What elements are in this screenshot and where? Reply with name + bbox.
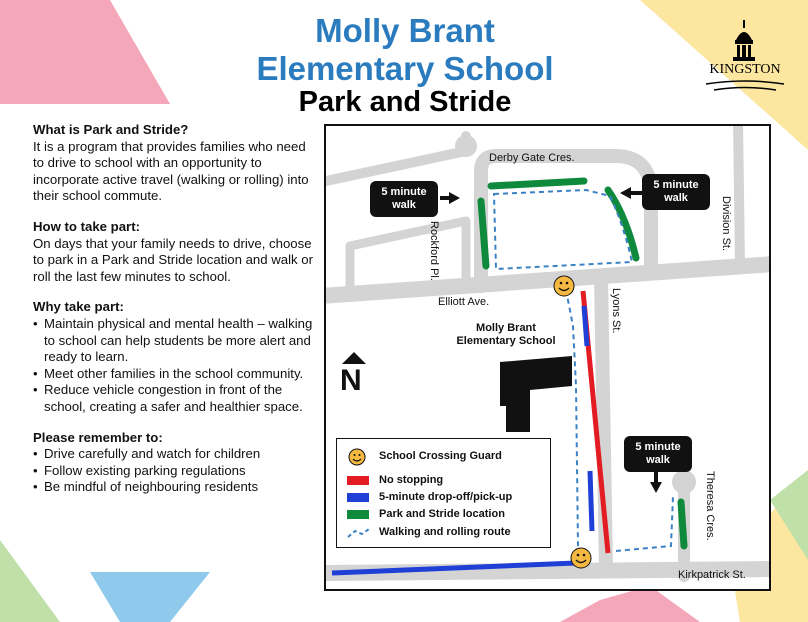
list-item: • Drive carefully and watch for children [33, 446, 318, 463]
blue-bar [347, 493, 369, 502]
callout-5-minute-walk: 5 minute walk [624, 436, 692, 472]
street-derby-gate: Derby Gate Cres. [489, 152, 575, 164]
callout-5-minute-walk: 5 minute walk [642, 174, 710, 210]
north-label: N [340, 364, 362, 397]
how-heading: How to take part: [33, 218, 140, 234]
legend-label: Walking and rolling route [379, 526, 511, 538]
street-rockford: Rockford Pl. [428, 221, 440, 281]
legend-label: Park and Stride location [379, 508, 505, 520]
what-text: It is a program that provides families who need to drive to school with an opportunity to incorporate active travel (walking or rolling) into their school commute. [33, 138, 309, 204]
why-heading: Why take part: [33, 299, 124, 315]
remember-list [33, 446, 318, 496]
logo-wordmark: KINGSTON [709, 62, 781, 77]
how-text: On days that your family needs to drive, choose to park in a Park and Stride location and walk or roll the last few minutes to school. [33, 235, 314, 284]
street-kirkpatrick: Kirkpatrick St. [678, 569, 746, 581]
legend-label: No stopping [379, 474, 444, 486]
city-hall-dome-icon [700, 18, 790, 64]
water-waves-icon [700, 78, 790, 98]
school-building-icon [500, 356, 572, 432]
street-elliott: Elliott Ave. [438, 296, 490, 308]
smiley-icon [571, 548, 591, 568]
title-school-line1: Molly Brant [315, 12, 495, 49]
title-school-line2: Elementary School [256, 50, 554, 87]
remember-heading: Please remember to: [33, 429, 163, 445]
title-program: Park and Stride [298, 86, 512, 118]
info-panel [33, 122, 318, 510]
street-lyons: Lyons St. [610, 288, 622, 334]
why-list [33, 316, 318, 416]
legend-label: 5-minute drop-off/pick-up [379, 491, 513, 503]
dashed-line [347, 526, 371, 540]
list-item: • Meet other families in the school community. [33, 366, 318, 383]
street-division: Division St. [720, 196, 732, 252]
list-item: • Maintain physical and mental health – walking to school can help students be more alert and ready to learn. [33, 316, 318, 366]
smiley-icon [347, 448, 369, 466]
map-legend [336, 438, 551, 548]
callout-5-minute-walk: 5 minute walk [370, 181, 438, 217]
park-and-stride-map [324, 124, 771, 591]
school-label: Molly Brant Elementary School [456, 322, 556, 347]
legend-label: School Crossing Guard [379, 450, 502, 462]
green-bar [347, 510, 369, 519]
north-arrow-icon [342, 352, 366, 364]
list-item: • Reduce vehicle congestion in front of the school, creating a safer and healthier space. [33, 382, 318, 415]
smiley-icon [554, 276, 574, 296]
red-bar [347, 476, 369, 485]
list-item: • Follow existing parking regulations [33, 463, 318, 480]
street-theresa: Theresa Cres. [704, 471, 716, 541]
list-item: • Be mindful of neighbouring residents [33, 479, 318, 496]
kingston-logo [700, 18, 790, 98]
what-heading: What is Park and Stride? [33, 122, 189, 137]
